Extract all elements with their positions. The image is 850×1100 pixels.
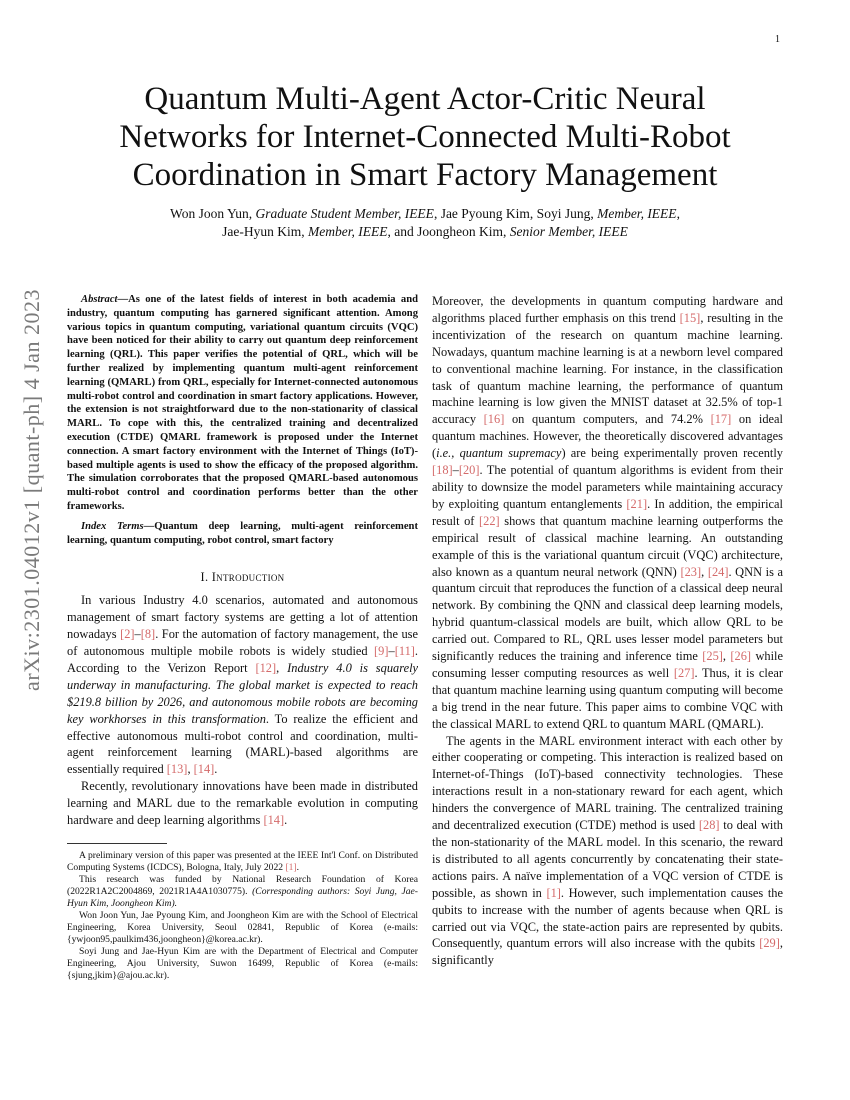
section-heading — [67, 569, 418, 586]
author-line-1: Won Joon Yun, Graduate Student Member, IEEE, Jae Pyoung Kim, Soyi Jung, Member, IEEE, — [170, 206, 680, 221]
author-line-2: Jae-Hyun Kim, Member, IEEE, and Joongheon Kim, Senior Member, IEEE — [222, 224, 628, 239]
intro-paragraph-2: Recently, revolutionary innovations have been made in distributed learning and MARL due to the remarkable evolution in computing hardware and deep learning algorithms [14]. — [67, 779, 418, 828]
section-number: I. — [200, 570, 212, 585]
section-name: Introduction — [211, 570, 285, 585]
right-paragraph-1: Moreover, the developments in quantum computing hardware and algorithms placed further emphasis on this trend [15], resulting in the incentivization of the research on quantum machine learning. Nowadays, quantum machine learning is at a newborn level compared to conventional machine learning. For instance, in the classification task of quantum machine learning, the performance of quantum machine learning is low given the MNIST dataset at 32.5% of top-1 accuracy [16] on quantum computers, and 74.2% [17] on ideal quantum machines. However, the theoretically discovered advantages (i.e., quantum supremacy) are being experimentally proven recently [18]–[20]. The potential of quantum algorithms is evident from their ability to downsize the model parameters while maintaining accuracy by exploiting quantum entanglements [21]. In addition, the empirical result of [22] shows that quantum machine learning outperforms the empirical result of classical machine learning. An outstanding example of this is the variational quantum circuit (VQC) architecture, also known as a quantum neural network (QNN) [23], [24]. QNN is a quantum circuit that reproduces the function of a classical deep neural network. By combining the QNN and classical deep learning models, hybrid quantum-classical models are built, which allow QRL to be carried out. Compared to RL, QRL uses lesser model parameters but significantly reduces the training and inference time [25], [26] while consuming lesser computing resources as well [27]. Thus, it is clear that quantum machine learning using quantum computing will become a big trend in the near future. This paper aims to combine VQC with the classical MARL to extend QRL to quantum MARL (QMARL). — [432, 294, 784, 731]
footnote-funding: This research was funded by National Research Foundation of Korea (2022R1A2C2004869, 2021R1A4A1030775). (Corresponding authors: Soyi Jung, Jae-Hyun Kim, Joongheon Kim). — [67, 873, 419, 909]
title-line-1: Quantum Multi-Agent Actor-Critic Neural — [144, 81, 706, 117]
author-list — [70, 205, 780, 241]
paper-title — [70, 80, 780, 194]
footnote-affiliation-ajou: Soyi Jung and Jae-Hyun Kim are with the Department of Electrical and Computer Engineering, Ajou University, Suwon 16499, Republic of Korea (e-mails: {sjung,jkim}@ajou.ac.kr). — [67, 945, 418, 981]
footnote-affiliation-korea: Won Joon Yun, Jae Pyoung Kim, and Joongheon Kim are with the School of Electrical Engineering, Korea University, Seoul 02841, Republic of Korea (e-mails: {ywjoon95,paulkim436,joongheon}@korea.ac.kr). — [67, 909, 418, 945]
footnote-preliminary: A preliminary version of this paper was presented at the IEEE Int'l Conf. on Distributed Computing Systems (ICDCS), Bologna, Italy, July 2022 [1]. — [67, 849, 418, 873]
arxiv-identifier — [6, 289, 58, 691]
right-column — [432, 293, 783, 969]
title-line-3: Coordination in Smart Factory Management — [132, 157, 718, 193]
left-column — [67, 293, 418, 982]
intro-paragraph-1: In various Industry 4.0 scenarios, automated and autonomous management of smart factory systems are getting a lot of attention nowadays [2]–[8]. For the automation of factory management, the use of autonomous multiple mobile robots is widely studied [9]–[11]. According to the Verizon Report [12], Industry 4.0 is squarely underway in manufacturing. The global market is expected to reach $219.8 billion by 2026, and autonomous mobile robots are becoming key workhorses in this transformation. To realize the efficient and effective autonomous multi-robot control and coordination, multi-agent reinforcement learning (MARL)-based algorithms are essentially required [13], [14]. — [67, 593, 419, 777]
right-paragraph-2: The agents in the MARL environment interact with each other by either cooperating or competing. This interaction is realized based on Internet-of-Things (IoT)-based connectivity technologies. These interactions result in a non-stationary reward for each agent, which hinders the convergence of MARL training. The centralized training and decentralized execution (CTDE) method is used [28] to deal with the non-stationarity of the MARL model. In this scenario, the reward is distributed to all agents concurrently by concatenating their state-actions pairs. A naïve implementation of a VQC version of CTDE is possible, as shown in [1]. However, such implementation causes the qubits to increase with the number of agents because when QRL is carried out via VQC, the state-action pairs are represented by qubits. Consequently, quantum errors will also increase with the qubits [29], significantly — [432, 733, 783, 968]
arxiv-identifier-text: arXiv:2301.04012v1 [quant-ph] 4 Jan 2023 — [19, 289, 44, 691]
abstract: Abstract—As one of the latest fields of interest in both academia and industry, quantum computing has garnered significant attention. Among various topics in quantum computing, variational quantum circuits (VQC) have been noticed for their ability to carry out quantum deep reinforcement learning (QRL). This paper verifies the potential of QRL, which will be further realized by implementing quantum multi-agent reinforcement learning (QMARL) from QRL, especially for Internet-connected autonomous multi-robot control and coordination in smart factory applications. However, the extension is not straightforward due to the non-stationarity of classical MARL. To cope with this, the centralized training and decentralized execution (CTDE) QMARL framework is proposed under the Internet connection. A smart factory environment with the Internet of Things (IoT)-based multiple agents is used to show the efficacy of the proposed algorithm. The simulation corroborates that the proposed QMARL-based autonomous multi-robot control and coordination performs better than the other frameworks. — [67, 294, 418, 512]
title-line-2: Networks for Internet-Connected Multi-Robot — [119, 119, 731, 155]
footnote-rule — [67, 843, 167, 844]
index-terms: Index Terms—Quantum deep learning, multi-agent reinforcement learning, quantum computing, robot control, smart factory — [67, 520, 418, 546]
page-number: 1 — [775, 34, 780, 45]
